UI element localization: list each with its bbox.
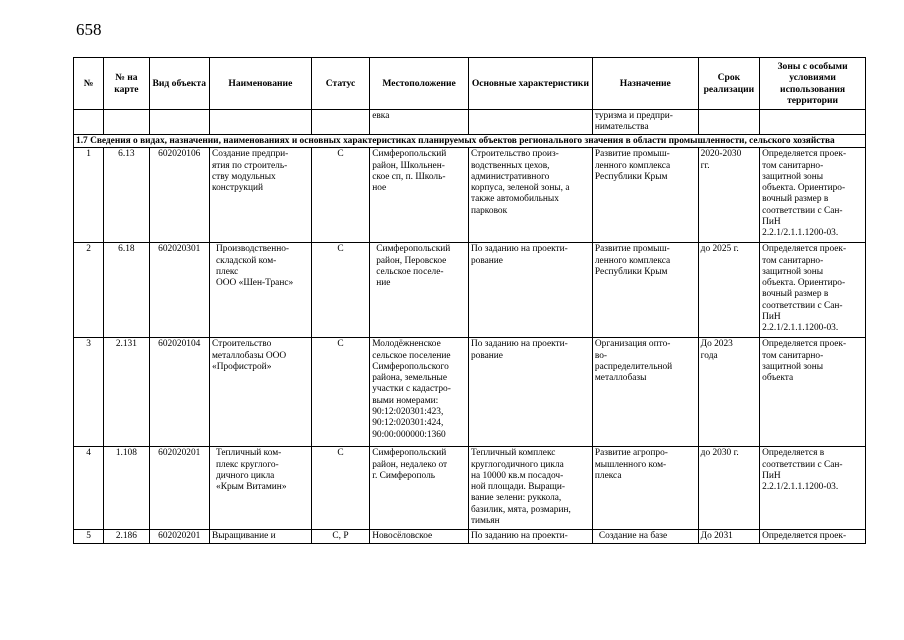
row-status: С (311, 148, 369, 243)
row-purpose: Развитие промыш- ленного комплекса Республики Крым (592, 243, 698, 338)
row-map-number: 2.186 (104, 530, 149, 543)
row-characteristics: Строительство произ- водственных цехов, административного корпуса, зеленой зоны, а также автомобильных парковок (468, 148, 592, 243)
row-characteristics: По заданию на проекти- рование (468, 243, 592, 338)
table-row (74, 148, 866, 243)
row-term: 2020-2030 гг. (698, 148, 759, 243)
row-purpose: Развитие промыш- ленного комплекса Республики Крым (592, 148, 698, 243)
header-characteristics: Основные характеристики (468, 58, 592, 110)
row-zones: Определяется проек- том санитарно- защитной зоны объекта. Ориентиро- вочный размер в соответствии с Сан- ПиН 2.2.1/2.1.1.1200-03. (760, 148, 866, 243)
header-location: Местоположение (370, 58, 469, 110)
row-name: Производственно- складской ком- плекс ООО «Шен-Транс» (210, 243, 312, 338)
row-term: До 2023 года (698, 338, 759, 447)
row-location: Симферопольский район, Школьнен- ское сп, п. Школь- ное (370, 148, 469, 243)
row-purpose: Организация опто- во- распределительной металлобазы (592, 338, 698, 447)
row-name: Строительство металлобазы ООО «Профистрой» (210, 338, 312, 447)
row-status: С (311, 447, 369, 530)
page-number: 658 (76, 20, 102, 39)
row-object-type: 602020104 (149, 338, 209, 447)
header-status: Статус (311, 58, 369, 110)
row-map-number: 1.108 (104, 447, 149, 530)
row-name: Создание предпри- ятия по строитель- ству модульных конструкций (210, 148, 312, 243)
header-number: № (74, 58, 104, 110)
header-object-type: Вид объекта (149, 58, 209, 110)
table-header-row (74, 58, 866, 110)
row-status: С, Р (311, 530, 369, 543)
row-characteristics: По заданию на проекти- рование (468, 338, 592, 447)
row-map-number: 2.131 (104, 338, 149, 447)
row-object-type: 602020301 (149, 243, 209, 338)
row-location: Симферопольский район, Перовское сельское поселе- ние (370, 243, 469, 338)
header-map-number: № на карте (104, 58, 149, 110)
row-number: 3 (74, 338, 104, 447)
row-location: Новосёловское (370, 530, 469, 543)
row-number: 4 (74, 447, 104, 530)
continuation-row (74, 110, 866, 135)
table-row (74, 338, 866, 447)
row-object-type: 602020106 (149, 148, 209, 243)
row-characteristics: По заданию на проекти- (468, 530, 592, 543)
row-name: Выращивание и (210, 530, 312, 543)
row-purpose: Развитие агропро- мышленного ком- плекса (592, 447, 698, 530)
planned-objects-table (73, 57, 866, 544)
continuation-location: евка (370, 110, 469, 135)
header-term: Срок реализации (698, 58, 759, 110)
row-location: Молодёжненское сельское поселение Симферопольского района, земельные участки с кадастро- выми номерами: 90:12:020301:423, 90:12:020301:424, 90:00:000000:1360 (370, 338, 469, 447)
row-term: До 2031 (698, 530, 759, 543)
section-row (74, 135, 866, 148)
table-row (74, 530, 866, 543)
row-status: С (311, 338, 369, 447)
row-zones: Определяется в соответствии с Сан- ПиН 2.2.1/2.1.1.1200-03. (760, 447, 866, 530)
header-zones: Зоны с особыми условиями использования территории (760, 58, 866, 110)
row-zones: Определяется проек- (760, 530, 866, 543)
table-row (74, 447, 866, 530)
section-title: 1.7 Сведения о видах, назначении, наименованиях и основных характеристиках планируемых объектов регионального значения в области промышленности, сельского хозяйства (74, 135, 866, 148)
row-term: до 2025 г. (698, 243, 759, 338)
row-characteristics: Тепличный комплекс круглогодичного цикла на 10000 кв.м посадоч- ной площади. Выращи- вание зелени: руккола, базилик, мята, розмарин, тимьян (468, 447, 592, 530)
row-number: 5 (74, 530, 104, 543)
row-term: до 2030 г. (698, 447, 759, 530)
row-purpose: Создание на базе (592, 530, 698, 543)
row-zones: Определяется проек- том санитарно- защитной зоны объекта (760, 338, 866, 447)
row-name: Тепличный ком- плекс круглого- дичного цикла «Крым Витамин» (210, 447, 312, 530)
row-object-type: 602020201 (149, 447, 209, 530)
row-location: Симферопольский район, недалеко от г. Симферополь (370, 447, 469, 530)
row-number: 1 (74, 148, 104, 243)
row-map-number: 6.13 (104, 148, 149, 243)
row-status: С (311, 243, 369, 338)
continuation-purpose: туризма и предпри- нимательства (592, 110, 698, 135)
row-zones: Определяется проек- том санитарно- защитной зоны объекта. Ориентиро- вочный размер в соответствии с Сан- ПиН 2.2.1/2.1.1.1200-03. (760, 243, 866, 338)
table-row (74, 243, 866, 338)
row-object-type: 602020201 (149, 530, 209, 543)
row-map-number: 6.18 (104, 243, 149, 338)
row-number: 2 (74, 243, 104, 338)
header-name: Наименование (210, 58, 312, 110)
header-purpose: Назначение (592, 58, 698, 110)
